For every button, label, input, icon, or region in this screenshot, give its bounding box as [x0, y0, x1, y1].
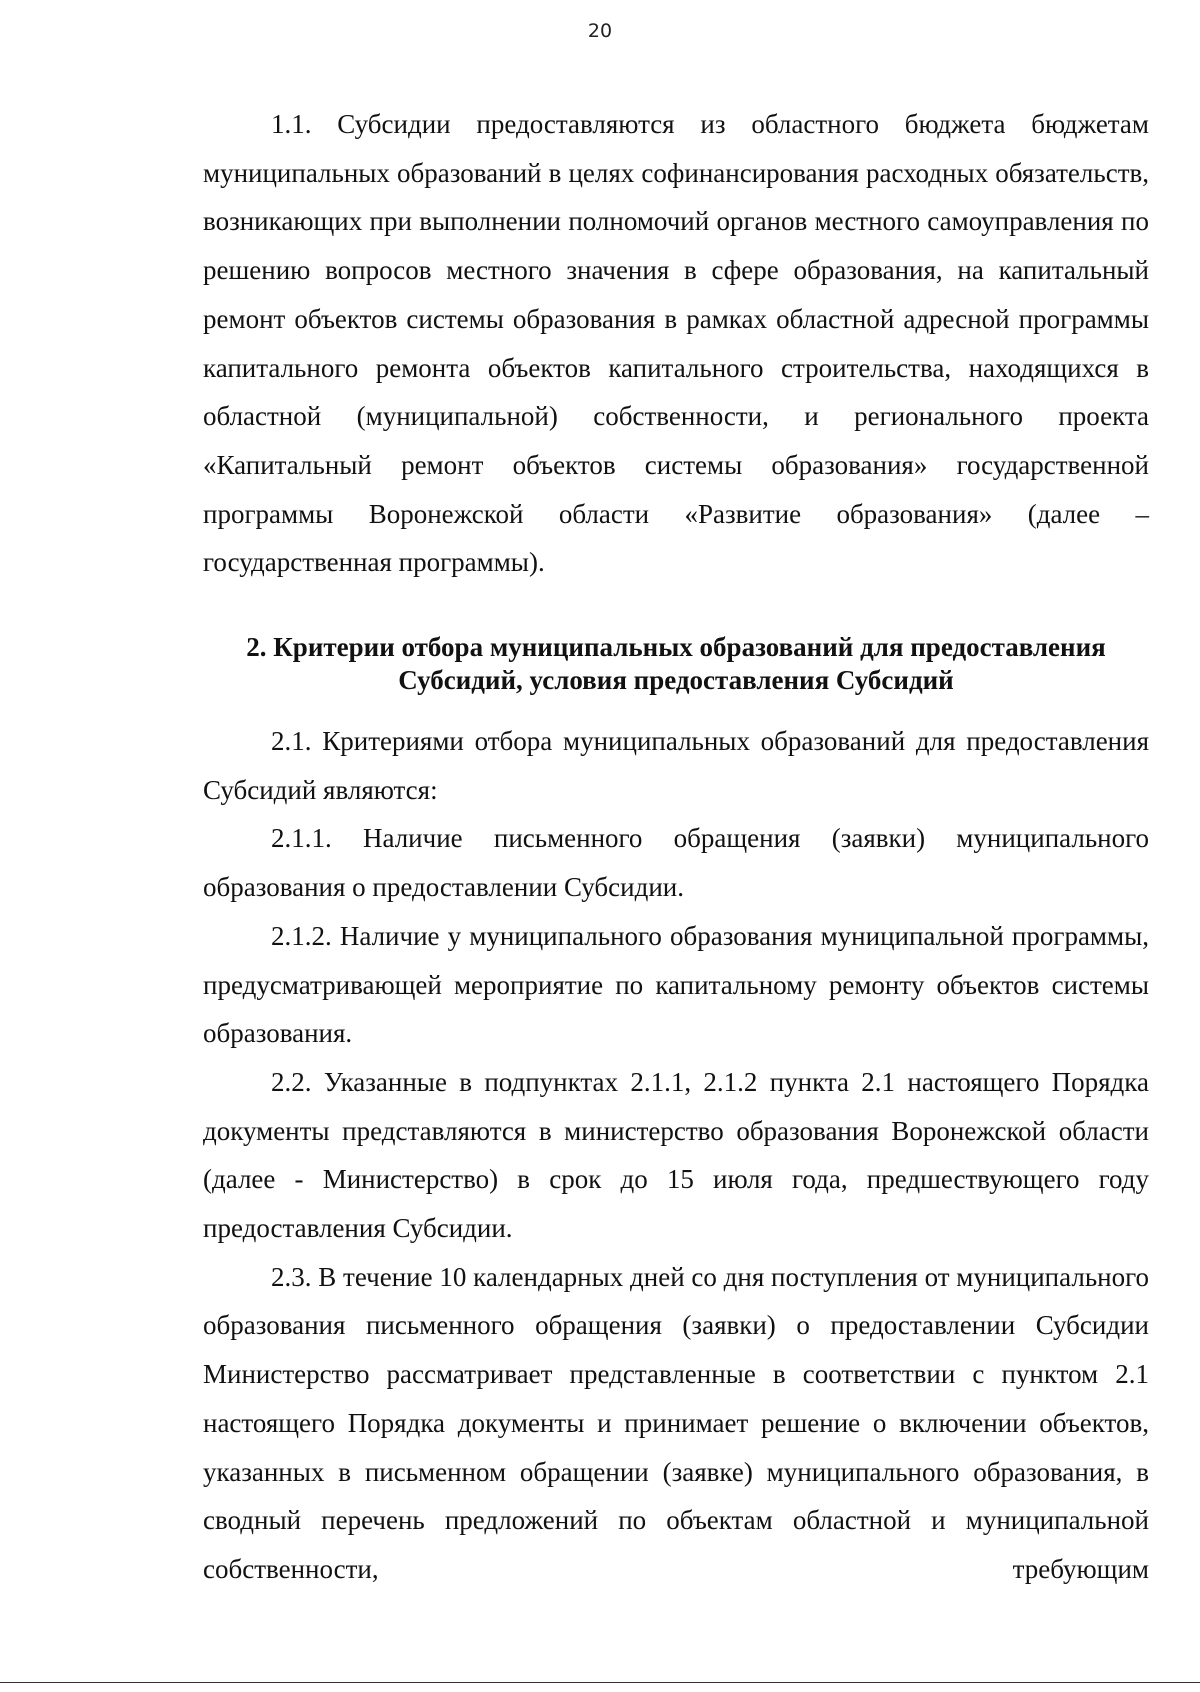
document-body [203, 100, 1149, 1594]
page-bottom-rule [0, 1682, 1200, 1683]
paragraph-2-1-2: 2.1.2. Наличие у муниципального образования муниципальной программы, предусматривающей мероприятие по капитальному ремонту объектов системы образования. [203, 920, 1149, 1049]
section-2-heading-line-2: Субсидий, условия предоставления Субсидий [398, 665, 954, 696]
paragraph-1-1: 1.1. Субсидии предоставляются из областного бюджета бюджетам муниципальных образований в целях софинансирования расходных обязательств, возникающих при выполнении полномочий органов местного самоуправления по решению вопросов местного значения в сфере образования, на капитальный ремонт объектов системы образования в рамках областной адресной программы капитального ремонта объектов капитального строительства, находящихся в областной (муниципальной) собственности, и регионального проекта «Капитальный ремонт объектов системы образования» государственной программы Воронежской области «Развитие образования» (далее – государственная программы). [203, 109, 1149, 578]
section-2-heading [203, 631, 1149, 697]
paragraph-2-2: 2.2. Указанные в подпунктах 2.1.1, 2.1.2 пункта 2.1 настоящего Порядка документы представляются в министерство образования Воронежской области (далее - Министерство) в срок до 15 июля года, предшествующего году предоставления Субсидии. [203, 1066, 1149, 1244]
paragraph-2-1: 2.1. Критериями отбора муниципальных образований для предоставления Субсидий являются: [203, 726, 1149, 805]
paragraph-2-3: 2.3. В течение 10 календарных дней со дня поступления от муниципального образования письменного обращения (заявки) о предоставлении Субсидии Министерство рассматривает представленные в соответствии с пунктом 2.1 настоящего Порядка документы и принимает решение о включении объектов, указанных в письменном обращении (заявке) муниципального образования, в сводный перечень предложений по объектам областной и муниципальной собственности, требующим [203, 1261, 1149, 1584]
paragraph-2-1-1: 2.1.1. Наличие письменного обращения (заявки) муниципального образования о предоставлении Субсидии. [203, 823, 1149, 903]
page-number: 20 [587, 20, 613, 42]
section-2-heading-line-1: 2. Критерии отбора муниципальных образований для предоставления [246, 632, 1106, 663]
